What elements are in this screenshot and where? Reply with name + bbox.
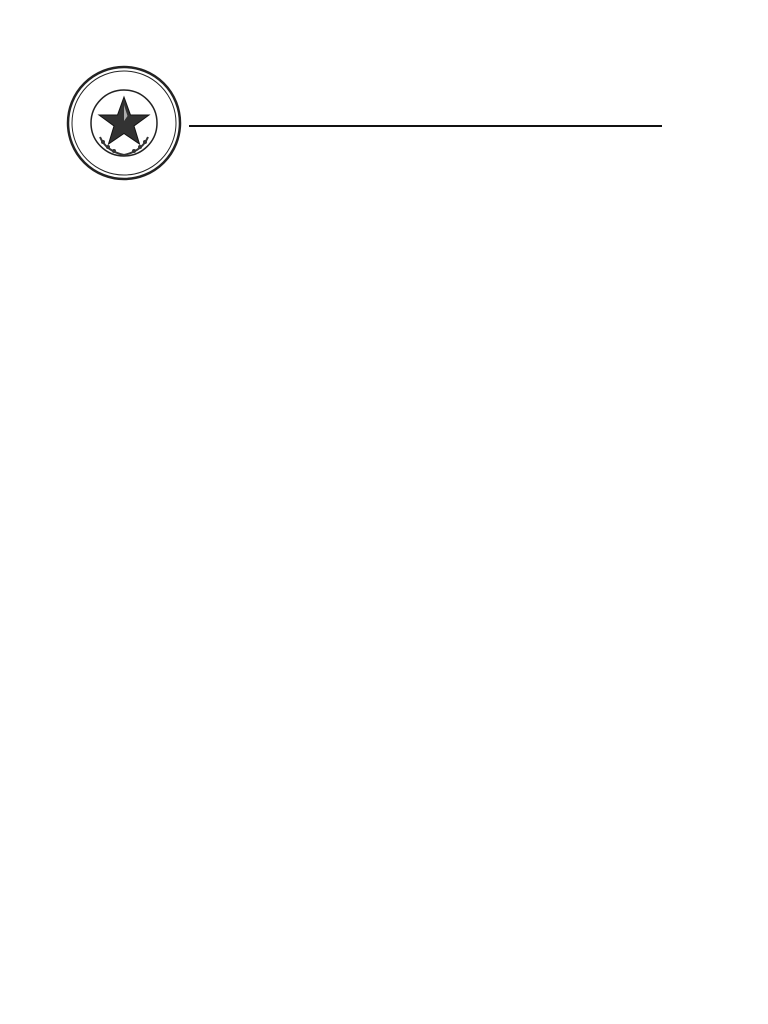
county-seal-logo <box>66 65 182 181</box>
header-divider <box>189 125 662 127</box>
seal-graphic <box>66 65 182 181</box>
press-release-body <box>68 243 718 264</box>
